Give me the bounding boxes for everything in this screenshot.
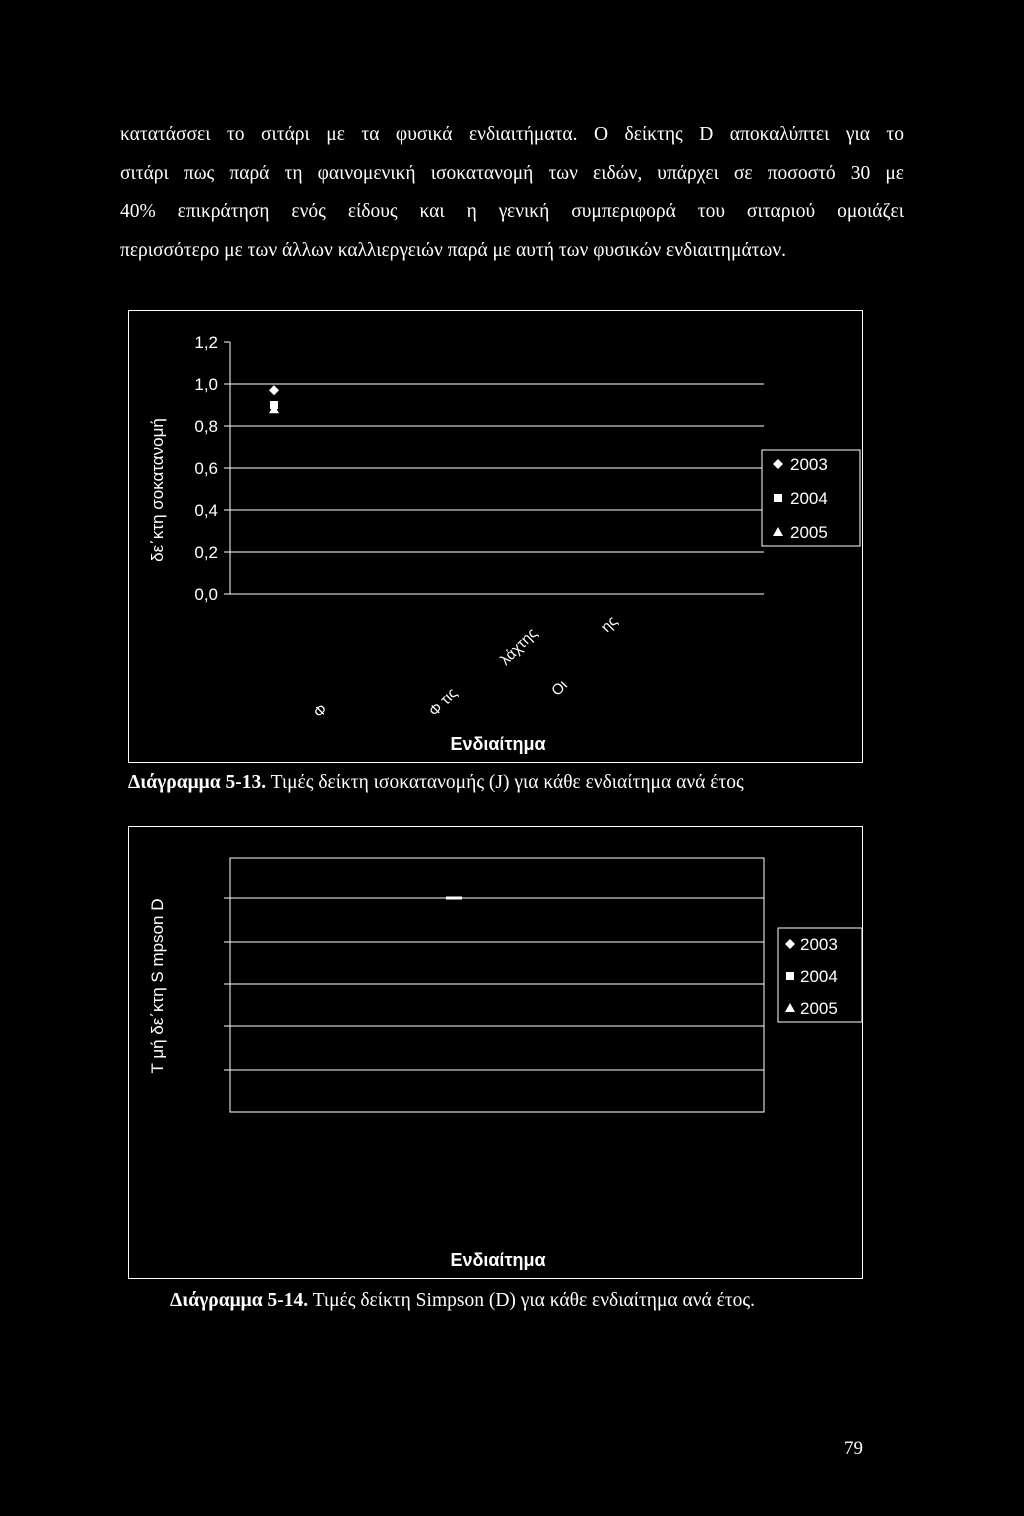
y-tick-label: 1,0 [194, 375, 218, 394]
caption-text: Τιμές δείκτη Simpson (D) για κάθε ενδιαίτημα ανά έτος. [308, 1290, 755, 1311]
figure-caption-2 [170, 1290, 755, 1312]
x-category-label: Φ [310, 700, 331, 722]
figure-caption-1 [128, 772, 744, 794]
x-category-label: λάχτης [496, 624, 541, 669]
page-number: 79 [844, 1438, 863, 1459]
caption-label: Διάγραμμα 5-14. [170, 1290, 309, 1311]
legend-label: 2005 [800, 999, 838, 1018]
paragraph-line: κατατάσσει το σιτάρι με τα φυσικά ενδιαιτήματα. Ο δείκτης D αποκαλύπτει για το [120, 124, 904, 145]
legend-label: 2003 [800, 935, 838, 954]
paragraph-line: 40% επικράτηση ενός είδους και η γενική συμπεριφορά του σιταριού ομοιάζει [120, 201, 904, 223]
x-category-label: ης [597, 612, 621, 636]
legend-marker [786, 972, 794, 980]
legend [762, 450, 860, 546]
legend-label: 2004 [790, 489, 828, 508]
y-tick-label: 0,8 [194, 417, 218, 436]
y-tick-label: 1,2 [194, 333, 218, 352]
x-axis-label: Ενδιαίτημα [450, 1250, 546, 1270]
x-category-label: Οι [548, 676, 571, 700]
x-axis-label: Ενδιαίτημα [450, 734, 546, 754]
y-tick-label: 0,0 [194, 585, 218, 604]
body-paragraph [120, 116, 904, 270]
legend-label: 2003 [790, 455, 828, 474]
paragraph-line: περισσότερο με των άλλων καλλιεργειών παρά με αυτή των φυσικών ενδιαιτημάτων. [120, 239, 787, 261]
legend [778, 928, 862, 1022]
y-axis-label: Τ μή δε΄κτη S mpson D [148, 898, 167, 1074]
paragraph-line: σιτάρι πως παρά τη φαινομενική ισοκατανομή των ειδών, υπάρχει σε ποσοστό 30 με [120, 162, 904, 184]
y-tick-label: 0,6 [194, 459, 218, 478]
legend-marker [774, 494, 782, 502]
y-tick-label: 0,4 [194, 501, 218, 520]
x-category-label: Φ τις [425, 684, 461, 720]
caption-text: Τιμές δείκτη ισοκατανομής (J) για κάθε ενδιαίτημα ανά έτος [266, 772, 744, 793]
simpson-chart [128, 826, 864, 1282]
caption-label: Διάγραμμα 5-13. [128, 772, 267, 793]
evenness-chart [128, 310, 864, 766]
y-axis-label: δε΄κτη σοκατανομή [148, 418, 167, 562]
legend-label: 2004 [800, 967, 838, 986]
y-tick-label: 0,2 [194, 543, 218, 562]
legend-label: 2005 [790, 523, 828, 542]
